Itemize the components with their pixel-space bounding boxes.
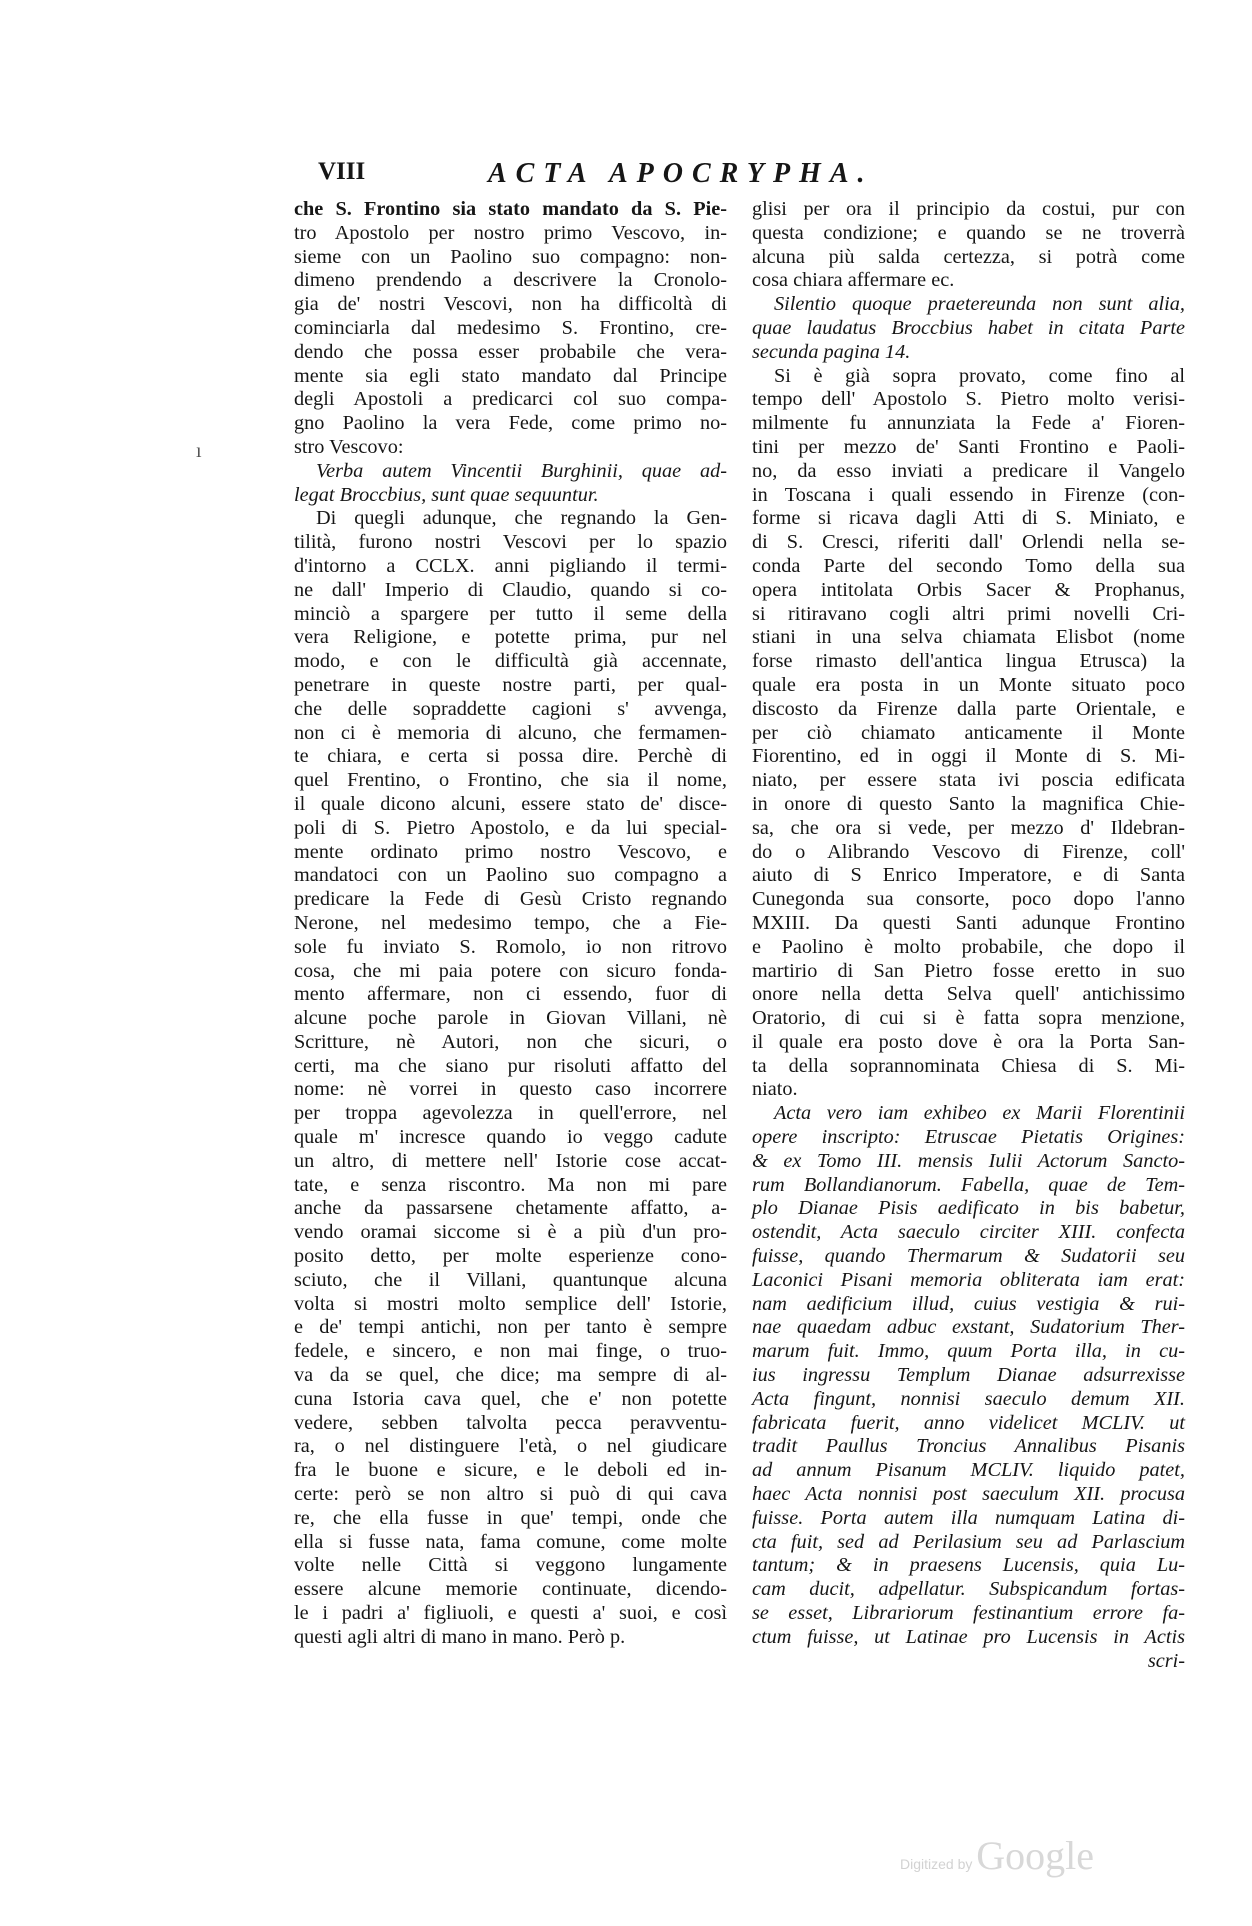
text-line: nam aedificium illud, cuius vestigia & rui-	[752, 1292, 1185, 1315]
margin-mark: ı	[196, 440, 202, 462]
text-line: Si è già sopra provato, come fino al	[774, 364, 1185, 387]
watermark-prefix: Digitized by	[900, 1856, 973, 1872]
text-line: ostendit, Acta saeculo circiter XIII. confecta	[752, 1221, 1185, 1244]
text-line: opere inscripto: Etruscae Pietatis Origines:	[752, 1126, 1185, 1149]
text-line: Nerone, nel medesimo tempo, che a Fie-	[294, 911, 727, 934]
right-text-column	[752, 198, 1185, 1673]
text-line: in Toscana i quali essendo in Firenze (con-	[752, 483, 1185, 506]
text-line: martirio di San Pietro fosse eretto in suo	[752, 959, 1185, 982]
text-line: glisi per ora il principio da costui, pur con	[752, 198, 1185, 220]
page-number: VIII	[318, 158, 366, 185]
text-line: stiani in una selva chiamata Elisbot (nome	[752, 626, 1185, 649]
text-line: Oratorio, di cui si è fatta sopra menzione,	[752, 1007, 1185, 1030]
text-line: d'intorno a CCLX. anni pigliando il termi-	[294, 554, 727, 577]
text-line: nae quaedam adbuc exstant, Sudatorium Ther-	[752, 1316, 1185, 1339]
text-line: tantum; & in praesens Lucensis, quia Lu-	[752, 1554, 1185, 1577]
text-line: Di quegli adunque, che regnando la Gen-	[316, 507, 727, 530]
text-line: Silentio quoque praetereunda non sunt alia,	[774, 293, 1185, 316]
digitization-watermark	[900, 1832, 1094, 1879]
text-line: discosto da Firenze dalla parte Orientale, e	[752, 697, 1185, 720]
text-line: sciuto, che il Villani, quantunque alcuna	[294, 1268, 727, 1291]
text-line: quel Frentino, o Frontino, che sia il nome,	[294, 769, 727, 792]
running-title: ACTA APOCRYPHA.	[488, 158, 874, 189]
text-line: va da se quel, che dice; ma sempre di al-	[294, 1364, 727, 1387]
text-line: ta della soprannominata Chiesa di S. Mi-	[752, 1054, 1185, 1077]
text-line: ad annum Pisanum MCLIV. liquido patet,	[752, 1459, 1185, 1482]
text-line: opera intitolata Orbis Sacer & Prophanus,	[752, 578, 1185, 601]
text-line: & ex Tomo III. mensis Iulii Actorum Sancto-	[752, 1149, 1185, 1172]
page-header	[318, 158, 1168, 198]
text-line: Laconici Pisani memoria obliterata iam erat:	[752, 1268, 1185, 1291]
text-line: forse rimasto dell'antica lingua Etrusca) la	[752, 650, 1185, 673]
text-line: vera Religione, e potette prima, pur nel	[294, 626, 727, 649]
text-line: cta fuit, sed ad Perilasium seu ad Parlascium	[752, 1530, 1185, 1553]
text-line: minciò a spargere per tutto il seme della	[294, 602, 727, 625]
text-line: cuna Istoria cava quel, che e' non potette	[294, 1387, 727, 1410]
text-line: si ritiravano cogli altri primi novelli Cri-	[752, 602, 1185, 625]
text-line: penetrare in queste nostre parti, per qual-	[294, 673, 727, 696]
text-line: se esset, Librariorum festinantium errore fa-	[752, 1602, 1185, 1625]
text-line: re, che ella fusse in que' tempi, onde che	[294, 1506, 727, 1529]
text-line: ella si fusse nata, fama comune, come molte	[294, 1530, 727, 1553]
text-line: quae laudatus Broccbius habet in citata Parte	[752, 316, 1185, 339]
text-line: haec Acta nonnisi post saeculum XII. procusa	[752, 1483, 1185, 1506]
text-line: che delle sopraddette cagioni s' avvenga,	[294, 697, 727, 720]
text-line: il quale era posto dove è ora la Porta San-	[752, 1030, 1185, 1053]
text-line: dimeno prendendo a descrivere la Cronolo-	[294, 269, 727, 292]
text-line: quale m' incresce quando io veggo cadute	[294, 1126, 727, 1149]
text-line: niato, per essere stata ivi poscia edificata	[752, 769, 1185, 792]
text-line: tate, e senza riscontro. Ma non mi pare	[294, 1173, 727, 1196]
text-line: tradit Paullus Troncius Annalibus Pisanis	[752, 1435, 1185, 1458]
text-line: fra le buone e sicure, e le deboli ed in-	[294, 1459, 727, 1482]
text-line: per troppa agevolezza in quell'errore, nel	[294, 1102, 727, 1125]
text-line: sieme con un Paolino suo compagno: non-	[294, 245, 727, 268]
text-line: questi agli altri di mano in mano. Però p.	[294, 1625, 626, 1648]
text-line: legat Broccbius, sunt quae sequuntur.	[294, 483, 599, 506]
text-line: aiuto di S Enrico Imperatore, e di Santa	[752, 864, 1185, 887]
text-line: onore nella detta Selva quell' antichissimo	[752, 983, 1185, 1006]
text-line: marum fuit. Immo, quum Porta illa, in cu-	[752, 1340, 1185, 1363]
text-line: tro Apostolo per nostro primo Vescovo, in-	[294, 221, 727, 244]
text-line: predicare la Fede di Gesù Cristo regnando	[294, 888, 727, 911]
text-line: che S. Frontino sia stato mandato da S. Pie-	[294, 198, 727, 220]
text-line: Scritture, nè Autori, non che sicuri, o	[294, 1030, 727, 1053]
text-line: alcune poche parole in Giovan Villani, nè	[294, 1007, 727, 1030]
text-line: fedele, e sincero, e non mai finge, o truo-	[294, 1340, 727, 1363]
text-line: non ci è memoria di alcuno, che fermamen-	[294, 721, 727, 744]
text-line: certi, ma che siano pur risoluti affatto del	[294, 1054, 727, 1077]
text-line: rum Bollandianorum. Fabella, quae de Tem-	[752, 1173, 1185, 1196]
text-line: fabricata fuerit, anno videlicet MCLIV. ut	[752, 1411, 1185, 1434]
text-line: ctum fuisse, ut Latinae pro Lucensis in Actis	[752, 1625, 1185, 1648]
text-line: gno Paolino la vera Fede, come primo no-	[294, 412, 727, 435]
text-line: posito detto, per molte esperienze cono-	[294, 1245, 727, 1268]
text-line: per ciò chiamato anticamente il Monte	[752, 721, 1185, 744]
text-line: fuisse. Porta autem illa numquam Latina di-	[752, 1506, 1185, 1529]
text-line: Verba autem Vincentii Burghinii, quae ad-	[316, 459, 727, 482]
text-line: ius ingressu Templum Dianae adsurrexisse	[752, 1364, 1185, 1387]
text-line: cominciarla dal medesimo S. Frontino, cre-	[294, 316, 727, 339]
text-line: degli Apostoli a predicarci col suo compa-	[294, 388, 727, 411]
text-line: essere alcune memorie continuate, dicendo-	[294, 1578, 727, 1601]
text-line: volta si mostri molto semplice dell' Istorie,	[294, 1292, 727, 1315]
text-line: Acta vero iam exhibeo ex Marii Florentinii	[774, 1102, 1185, 1125]
text-line: in onore di questo Santo la magnifica Chie-	[752, 792, 1185, 815]
text-line: te chiara, e certa si possa dire. Perchè di	[294, 745, 727, 768]
text-line: ne dall' Imperio di Claudio, quando si co-	[294, 578, 727, 601]
text-line: un altro, di mettere nell' Istorie cose accat-	[294, 1149, 727, 1172]
watermark-brand: Google	[976, 1833, 1095, 1878]
text-line: vedere, sebben talvolta pecca peravventu-	[294, 1411, 727, 1434]
text-line: Acta fingunt, nonnisi saeculo demum XII.	[752, 1387, 1185, 1410]
text-line: mente ordinato primo nostro Vescovo, e	[294, 840, 727, 863]
text-line: sa, che ora si vede, per mezzo d' Ildebran-	[752, 816, 1185, 839]
text-line: milmente fu annunziata la Fede a' Fioren-	[752, 412, 1185, 435]
text-line: mente sia egli stato mandato dal Principe	[294, 364, 727, 387]
text-line: MXIII. Da questi Santi adunque Frontino	[752, 911, 1185, 934]
text-line: tilità, furono nostri Vescovi per lo spazio	[294, 531, 727, 554]
text-line: nome: nè vorrei in questo caso incorrere	[294, 1078, 727, 1101]
text-line: mandatoci con un Paolino suo compagno a	[294, 864, 727, 887]
text-line: no, da esso inviati a predicare il Vangelo	[752, 459, 1185, 482]
catchword: scri-	[1147, 1649, 1185, 1672]
text-line: il quale dicono alcuni, essere stato de' disce-	[294, 792, 727, 815]
text-line: fuisse, quando Thermarum & Sudatorii seu	[752, 1245, 1185, 1268]
text-line: certe: però se non altro si può di qui cava	[294, 1483, 727, 1506]
text-line: di S. Cresci, riferiti dall' Orlendi nella se-	[752, 531, 1185, 554]
text-line: cosa, che mi paia potere con sicuro fonda-	[294, 959, 727, 982]
text-line: alcuna più salda certezza, si potrà come	[752, 245, 1185, 268]
text-line: tempo dell' Apostolo S. Pietro molto verisi-	[752, 388, 1185, 411]
text-line: vendo oramai siccome si è a più d'un pro-	[294, 1221, 727, 1244]
text-line: do o Alibrando Vescovo di Firenze, coll'	[752, 840, 1185, 863]
text-line: questa condizione; e quando se ne troverrà	[752, 221, 1185, 244]
text-line: ra, o nel distinguere l'età, o nel giudicare	[294, 1435, 727, 1458]
text-line: Cunegonda sua consorte, poco dopo l'anno	[752, 888, 1185, 911]
text-line: plo Dianae Pisis aedificato in bis babetur,	[752, 1197, 1185, 1220]
text-line: poli di S. Pietro Apostolo, e da lui special-	[294, 816, 727, 839]
text-line: sole fu inviato S. Romolo, io non ritrovo	[294, 935, 727, 958]
text-line: Fiorentino, ed in oggi il Monte di S. Mi-	[752, 745, 1185, 768]
text-line: gia de' nostri Vescovi, non ha difficoltà di	[294, 293, 727, 316]
left-text-column	[294, 198, 727, 1650]
text-line: secunda pagina 14.	[752, 340, 911, 363]
text-line: forme si ricava dagli Atti di S. Miniato, e	[752, 507, 1185, 530]
text-line: anche da passarsene chetamente affatto, a-	[294, 1197, 727, 1220]
text-line: conda Parte del secondo Tomo della sua	[752, 554, 1185, 577]
text-line: stro Vescovo:	[294, 435, 404, 458]
text-line: e de' tempi antichi, non per tanto è sempre	[294, 1316, 727, 1339]
text-line: dendo che possa esser probabile che vera-	[294, 340, 727, 363]
text-line: modo, e con le difficultà già accennate,	[294, 650, 727, 673]
text-line: e Paolino è molto probabile, che dopo il	[752, 935, 1185, 958]
text-line: tini per mezzo de' Santi Frontino e Paoli-	[752, 435, 1185, 458]
text-line: volte nelle Città si veggono lungamente	[294, 1554, 727, 1577]
text-line: niato.	[752, 1078, 798, 1101]
text-line: quale era posta in un Monte situato poco	[752, 673, 1185, 696]
text-line: cam ducit, adpellatur. Subspicandum fortas-	[752, 1578, 1185, 1601]
text-line: le i padri a' figliuoli, e questi a' suoi, e così	[294, 1602, 727, 1625]
text-line: mento affermare, non ci essendo, fuor di	[294, 983, 727, 1006]
text-line: cosa chiara affermare ec.	[752, 269, 955, 292]
